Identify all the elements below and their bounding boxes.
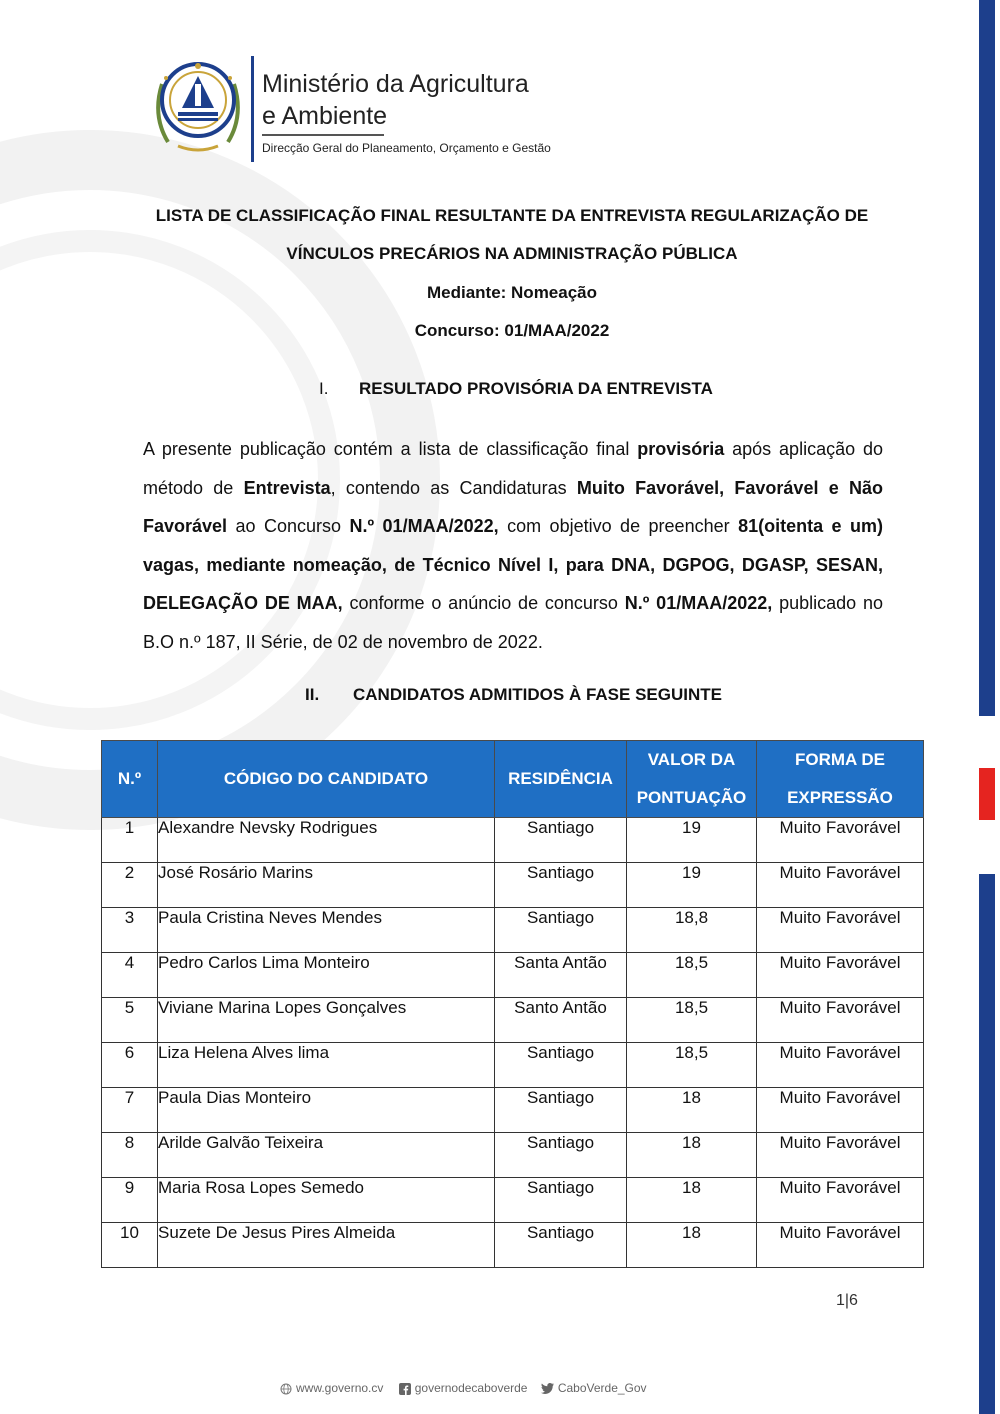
para-bold: provisória	[637, 439, 725, 459]
logo-divider	[251, 56, 254, 162]
ministry-name-line1: Ministério da Agricultura	[262, 70, 529, 98]
cell-name: Liza Helena Alves lima	[158, 1043, 495, 1088]
cell-name: Paula Cristina Neves Mendes	[158, 908, 495, 953]
footer-website[interactable]: www.governo.cv	[296, 1381, 384, 1395]
para-bold: 81(oitenta e um) vagas, mediante nomeação, de Técnico Nível I, para DNA, DGPOG, DGASP, SESAN, DELEGAÇÃO DE MAA,	[143, 516, 884, 613]
header-score-line2: PONTUAÇÃO	[636, 788, 747, 807]
cell-residence: Santiago	[495, 1133, 627, 1178]
document-title-line2: VÍNCULOS PRECÁRIOS NA ADMINISTRAÇÃO PÚBLICA	[286, 244, 738, 263]
cell-num: 9	[102, 1178, 158, 1223]
cell-num: 7	[102, 1088, 158, 1133]
cell-name: José Rosário Marins	[158, 863, 495, 908]
header-form	[757, 741, 924, 818]
para-text: , contendo as Candidaturas	[330, 477, 577, 498]
section1-heading: RESULTADO PROVISÓRIA DA ENTREVISTA	[359, 379, 713, 398]
cell-residence: Santiago	[495, 1178, 627, 1223]
header-residence: RESIDÊNCIA	[495, 741, 627, 818]
table-row	[102, 908, 924, 953]
department-name: Direcção Geral do Planeamento, Orçamento e Gestão	[262, 141, 551, 155]
edge-bar-blue-top	[979, 0, 995, 716]
table-row	[102, 863, 924, 908]
ministry-logo	[148, 52, 551, 164]
cell-num: 4	[102, 953, 158, 998]
para-text: publicado no B.O n.º 187, II Série, de 02 de novembro de 2022.	[143, 593, 883, 652]
para-text: com objetivo de preencher	[498, 516, 739, 536]
logo-rule	[262, 134, 384, 136]
candidates-table	[101, 740, 924, 1268]
cell-score: 18,5	[627, 953, 757, 998]
cell-num: 3	[102, 908, 158, 953]
cell-form: Muito Favorável	[757, 818, 924, 863]
table-row	[102, 1178, 924, 1223]
section1-number: I.	[319, 379, 329, 398]
cell-name: Pedro Carlos Lima Monteiro	[158, 953, 495, 998]
cell-residence: Santiago	[495, 863, 627, 908]
cell-score: 18,5	[627, 1043, 757, 1088]
cell-name: Maria Rosa Lopes Semedo	[158, 1178, 495, 1223]
cell-num: 6	[102, 1043, 158, 1088]
header-form-line2: EXPRESSÃO	[787, 788, 893, 807]
cell-num: 8	[102, 1133, 158, 1178]
cell-score: 18	[627, 1133, 757, 1178]
mediante-label: Mediante: Nomeação	[426, 283, 598, 302]
cell-name: Arilde Galvão Teixeira	[158, 1133, 495, 1178]
footer-facebook[interactable]: governodecaboverde	[414, 1381, 528, 1395]
cell-num: 10	[102, 1223, 158, 1268]
cell-score: 19	[627, 863, 757, 908]
edge-bar-blue-bottom	[979, 874, 995, 1414]
cell-form: Muito Favorável	[757, 953, 924, 998]
globe-icon	[280, 1383, 292, 1395]
edge-bar-red	[979, 768, 995, 820]
cell-residence: Santiago	[495, 1043, 627, 1088]
table-header-row	[102, 741, 924, 818]
facebook-icon	[399, 1383, 411, 1395]
cell-form: Muito Favorável	[757, 1088, 924, 1133]
table-row	[102, 818, 924, 863]
intro-paragraph	[143, 430, 883, 661]
table-row	[102, 1043, 924, 1088]
cell-score: 19	[627, 818, 757, 863]
footer	[280, 1381, 651, 1395]
para-bold: Entrevista	[243, 477, 331, 498]
header-num: N.º	[102, 741, 158, 818]
table-row	[102, 1088, 924, 1133]
section2-number: II.	[305, 685, 320, 704]
cell-score: 18,8	[627, 908, 757, 953]
page-number: 1|6	[836, 1292, 858, 1309]
header-code: CÓDIGO DO CANDIDATO	[158, 741, 495, 818]
twitter-icon	[541, 1383, 554, 1394]
header-score-line1: VALOR DA	[647, 750, 736, 769]
cell-form: Muito Favorável	[757, 1178, 924, 1223]
para-bold: N.º 01/MAA/2022,	[624, 593, 773, 613]
cell-residence: Santo Antão	[495, 998, 627, 1043]
section2-heading: CANDIDATOS ADMITIDOS À FASE SEGUINTE	[353, 685, 722, 704]
cell-name: Suzete De Jesus Pires Almeida	[158, 1223, 495, 1268]
cell-residence: Santiago	[495, 818, 627, 863]
para-bold: Muito Favorável, Favorável e Não Favorável	[143, 477, 883, 536]
para-text: ao Concurso	[227, 516, 350, 536]
cell-score: 18	[627, 1178, 757, 1223]
cell-form: Muito Favorável	[757, 863, 924, 908]
cell-form: Muito Favorável	[757, 1133, 924, 1178]
cell-num: 1	[102, 818, 158, 863]
cell-residence: Santa Antão	[495, 953, 627, 998]
cell-form: Muito Favorável	[757, 1223, 924, 1268]
cell-form: Muito Favorável	[757, 998, 924, 1043]
header-score	[627, 741, 757, 818]
concurso-label: Concurso: 01/MAA/2022	[414, 321, 610, 340]
cell-residence: Santiago	[495, 1223, 627, 1268]
para-bold: N.º 01/MAA/2022,	[349, 516, 499, 536]
table-row	[102, 1223, 924, 1268]
ministry-name-line2: e Ambiente	[262, 102, 388, 130]
cell-name: Paula Dias Monteiro	[158, 1088, 495, 1133]
cell-name: Alexandre Nevsky Rodrigues	[158, 818, 495, 863]
cell-num: 2	[102, 863, 158, 908]
cell-score: 18	[627, 1223, 757, 1268]
coat-of-arms-seal	[148, 54, 248, 158]
cell-score: 18	[627, 1088, 757, 1133]
cell-num: 5	[102, 998, 158, 1043]
para-text: conforme o anúncio de concurso	[342, 593, 625, 613]
footer-twitter[interactable]: CaboVerde_Gov	[557, 1381, 647, 1395]
cell-score: 18,5	[627, 998, 757, 1043]
cell-form: Muito Favorável	[757, 1043, 924, 1088]
table-row	[102, 998, 924, 1043]
cell-form: Muito Favorável	[757, 908, 924, 953]
table-row	[102, 1133, 924, 1178]
cell-name: Viviane Marina Lopes Gonçalves	[158, 998, 495, 1043]
cell-residence: Santiago	[495, 1088, 627, 1133]
table-row	[102, 953, 924, 998]
para-text: após aplicação do método de	[143, 439, 884, 498]
para-text: A presente publicação contém a lista de classificação final	[143, 439, 638, 459]
header-form-line1: FORMA DE	[794, 750, 886, 769]
document-title-line1: LISTA DE CLASSIFICAÇÃO FINAL RESULTANTE DA ENTREVISTA REGULARIZAÇÃO DE	[155, 206, 869, 225]
cell-residence: Santiago	[495, 908, 627, 953]
